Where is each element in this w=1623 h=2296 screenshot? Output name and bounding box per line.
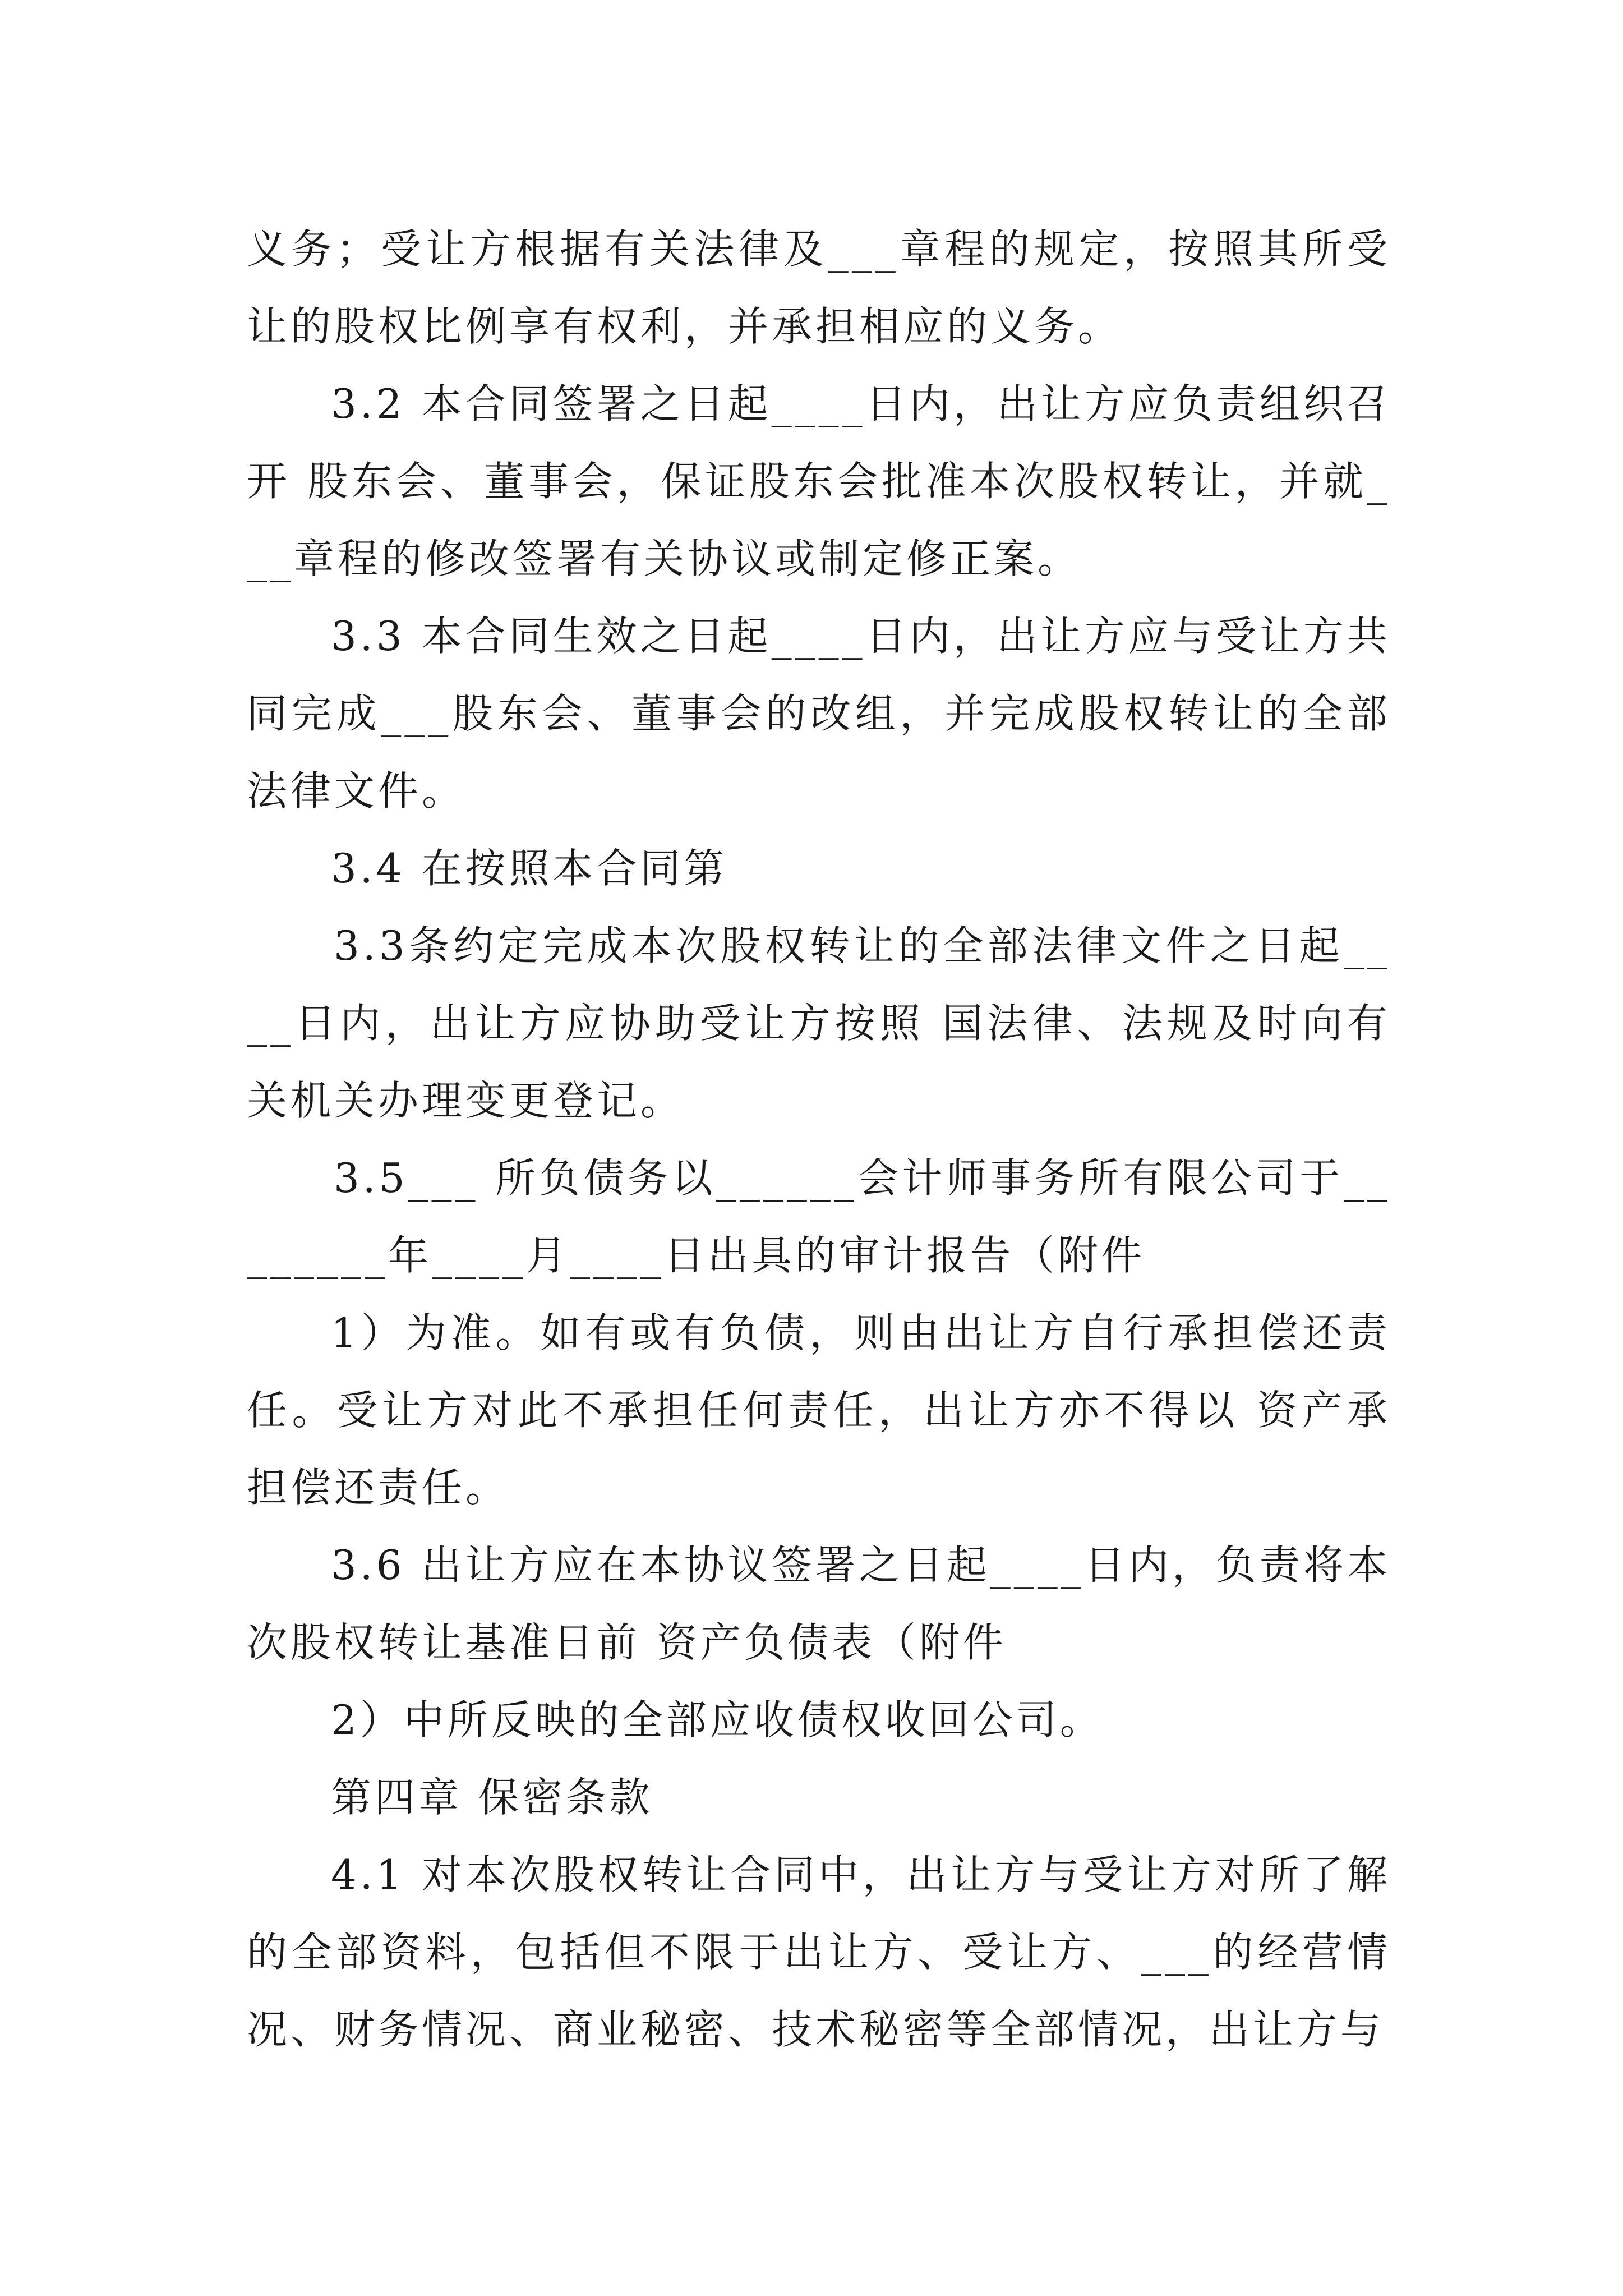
paragraph-clause-3-4-continued: 3.3条约定完成本次股权转让的全部法律文件之日起____日内，出让方应协助受让方按照 国法律、法规及时向有关机关办理变更登记。: [247, 922, 1391, 1124]
document-body: [247, 210, 1391, 2068]
paragraph-obligations-continued: 义务；受让方根据有关法律及___章程的规定，按照其所受让的股权比例享有权利，并承担相应的义务。: [247, 226, 1391, 350]
chapter-heading-confidentiality: 第四章 保密条款: [331, 1774, 653, 1821]
paragraph-clause-3-5-continued: 1）为准。如有或有负债，则由出让方自行承担偿还责任。受让方对此不承担任何责任，出让方亦不得以 资产承担偿还责任。: [247, 1309, 1391, 1511]
paragraph-clause-3-4: 3.4 在按照本合同第: [331, 845, 728, 892]
paragraph-clause-3-6: 3.6 出让方应在本协议签署之日起____日内，负责将本次股权转让基准日前 资产负债表（附件: [247, 1542, 1391, 1666]
paragraph-clause-3-2: 3.2 本合同签署之日起____日内，出让方应负责组织召开 股东会、董事会，保证股东会批准本次股权转让，并就___章程的修改签署有关协议或制定修正案。: [247, 380, 1391, 582]
paragraph-clause-3-3: 3.3 本合同生效之日起____日内，出让方应与受让方共同完成___股东会、董事会的改组，并完成股权转让的全部法律文件。: [247, 613, 1391, 815]
paragraph-clause-3-6-continued: 2）中所反映的全部应收债权收回公司。: [331, 1696, 1104, 1743]
paragraph-clause-3-5: 3.5___ 所负债务以______会计师事务所有限公司于________年____月____日出具的审计报告（附件: [247, 1154, 1391, 1279]
paragraph-clause-4-1: 4.1 对本次股权转让合同中，出让方与受让方对所了解的全部资料，包括但不限于出让方、受让方、___的经营情况、财务情况、商业秘密、技术秘密等全部情况，出让方与: [247, 1851, 1391, 2053]
